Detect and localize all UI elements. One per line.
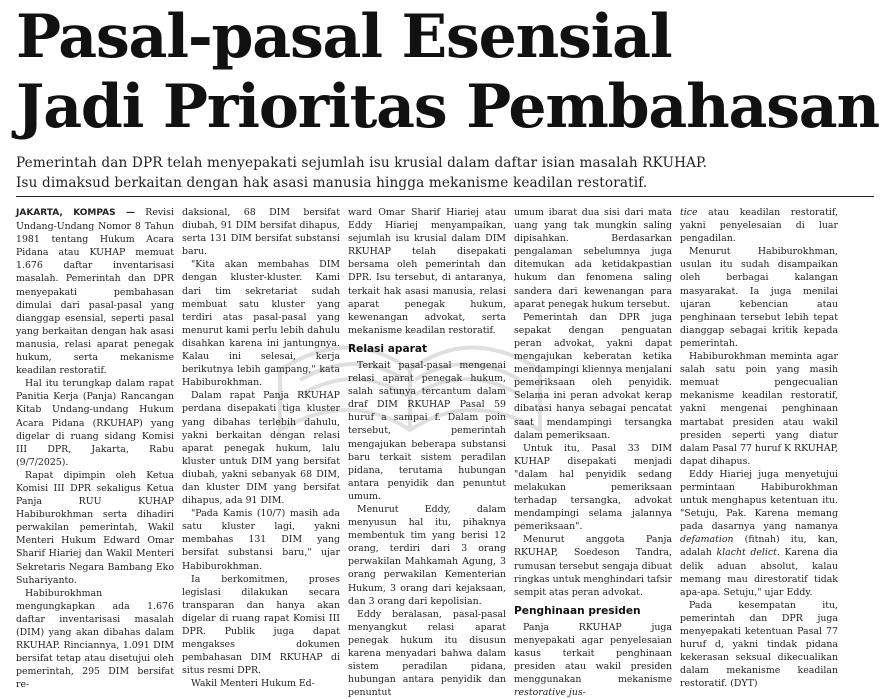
italic-term: tice: [680, 207, 698, 218]
lead-line-2: Isu dimaksud berkaitan dengan hak asasi manusia hingga mekanisme keadilan restoratif.: [16, 175, 648, 191]
paragraph: daksional, 68 DIM bersifat diubah, 91 DIM bersifat dihapus, serta 131 DIM bersifat substansi baru.: [182, 207, 340, 258]
headline-line-1: Pasal-pasal Esensial: [16, 2, 672, 72]
lead-line-1: Pemerintah dan DPR telah menyepakati sejumlah isu krusial dalam daftar isian masalah RKUHAP.: [16, 155, 708, 171]
paragraph: Habiburokhman mengungkapkan ada 1.676 daftar inventarisasi masalah (DIM) yang akan dibahas dalam RKUHAP. Rinciannya, 1.091 DIM bersifat tetap atau disetujui oleh pemerintah, 295 DIM bersifat re-: [16, 587, 174, 691]
paragraph: Ia berkomitmen, proses legislasi dilakukan secara transparan dan hanya akan digelar di ruang rapat Komisi III DPR. Publik juga dapat mengakses dokumen pembahasan DIM RKUHAP di situs resmi DPR.: [182, 573, 340, 677]
italic-term: defamation: [680, 534, 734, 546]
column-1: [16, 206, 174, 691]
paragraph: ward Omar Sharif Hiariej atau Eddy Hiariej menyampaikan, sejumlah isu krusial dalam DIM RKUHAP telah disepakati bersama oleh pemerintah dan DPR. Isu tersebut, di antaranya, terkait hak asasi manusia, relasi aparat penegak hukum, kewenangan advokat, serta mekanisme keadilan restoratif.: [348, 207, 506, 336]
paragraph: Rapat dipimpin oleh Ketua Komisi III DPR sekaligus Ketua Panja RUU KUHAP Habiburokhman serta dihadiri perwakilan pemerintah, Wakil Menteri Hukum Edward Omar Sharif Hiariej dan Wakil Menteri Sekretaris Negara Bambang Eko Suhariyanto.: [16, 469, 174, 586]
paragraph-text: atau keadilan restoratif, yakni penyelesaian di luar pengadilan.: [680, 207, 838, 245]
italic-term: restorative jus-: [514, 687, 586, 699]
paragraph: [680, 599, 838, 691]
paragraph: Terkait pasal-pasal mengenai relasi aparat penegak hukum, salah satunya tercantum dalam draf DIM RKUHAP Pasal 59 huruf a sampai f. Dalam poin tersebut, pemerintah mengajukan beberapa substansi baru terkait sistem peradilan pidana, terutama hubungan antara penyidik dan penuntut umum.: [348, 359, 506, 502]
paragraph-text: Pada kesempatan itu, pemerintah dan DPR juga menyepakati ketentuan Pasal 77 huruf d, yakni tindak pidana kekerasan seksual dikecualikan dalam mekanisme keadilan restoratif.: [680, 599, 838, 690]
paragraph: [680, 206, 838, 245]
paragraph-text: Eddy Hiariej juga menyetujui permintaan Habiburokhman untuk menghapus ketentuan itu. "Setuju, Pak. Karena memang pada dasarnya yang namanya: [680, 468, 838, 533]
article-headline: [16, 2, 879, 142]
paragraph: umum ibarat dua sisi dari mata uang yang tak mungkin saling dipisahkan. Berdasarkan pengalaman sebelumnya juga ditemukan ada ketidakpastian hukum dan fenomena saling sandera dari kewenangan para aparat penegak hukum tersebut.: [514, 207, 672, 310]
italic-term: klacht delict: [716, 547, 777, 559]
paragraph: "Pada Kamis (10/7) masih ada satu kluster lagi, yakni membahas 131 DIM yang bersifat substansi baru," ujar Habiburokhman.: [182, 508, 340, 572]
paragraph: Dalam rapat Panja RKUHAP perdana disepakati tiga kluster yang dibahas terlebih dahulu, yakni berkaitan dengan relasi aparat penegak hukum, lalu kluster untuk DIM yang bersifat diubah, yakni sebanyak 68 DIM, dan kluster DIM yang bersifat dihapus, ada 91 DIM.: [182, 390, 340, 507]
column-5: [680, 206, 839, 690]
article-lead: [16, 153, 876, 193]
paragraph: Untuk itu, Pasal 33 DIM KUHAP disepakati menjadi "dalam hal penyidik sedang melakukan pemeriksaan terhadap tersangka, advokat mendampingi selama jalannya pemeriksaan".: [514, 442, 672, 533]
subheading-relasi-aparat: Relasi aparat: [348, 342, 428, 355]
paragraph: Habiburokhman meminta agar salah satu poin yang masih memuat pengecualian mekanisme keadilan restoratif, yakni mengenai penghinaan martabat presiden atau wakil presiden seperti yang diatur dalam Pasal 77 huruf K RKUHAP, dapat dihapus.: [680, 351, 838, 467]
paragraph: [680, 468, 838, 599]
subheading-penghinaan-presiden: Penghinaan presiden: [514, 604, 641, 617]
paragraph: Menurut anggota Panja RKUHAP, Soedeson Tandra, rumusan tersebut sengaja dibuat ringkas untuk menghindari tafsir sempit atas peran advokat.: [514, 534, 672, 598]
paragraph: Wakil Menteri Hukum Ed-: [191, 678, 315, 690]
paragraph: Hal itu terungkap dalam rapat Panitia Kerja (Panja) Rancangan Kitab Undang-undang Hukum Acara Pidana (RKUHAP) yang digelar di ruang sidang Komisi III DPR, Jakarta, Rabu (9/7/2025).: [16, 378, 174, 468]
paragraph: Menurut Habiburokhman, usulan itu sudah disampaikan oleh berbagai kalangan masyarakat. Ia juga menilai ujaran kebencian atau penghinaan tersebut lebih tepat dianggap sebagai kritik kepada pemerintah.: [680, 246, 838, 349]
dateline: JAKARTA, KOMPAS —: [16, 208, 136, 218]
article-body: [16, 206, 874, 699]
column-3: [348, 206, 506, 699]
paragraph-text: Panja RKUHAP juga menyepakati agar penyelesaian kasus terkait penghinaan presiden atau wakil presiden menggunakan mekanisme: [514, 621, 672, 686]
paragraph: [514, 621, 672, 699]
byline: (DYT): [730, 678, 758, 690]
paragraph: Pemerintah dan DPR juga sepakat dengan penguatan peran advokat, yakni dapat mengajukan keberatan ketika mendampingi kliennya menjalani pemeriksaan oleh penyidik. Selama ini peran advokat kerap dibatasi hanya sebagai pencatat saat mendampingi tersangka dalam pemeriksaan.: [514, 311, 672, 441]
paragraph: "Kita akan membahas DIM dengan kluster-kluster. Kami dari tim sekretariat sudah membuat satu kluster yang terdiri atas pasal-pasal yang menurut kami perlu lebih dahulu disahkan karena ini jantungnya. Kalau ini selesai, kerja berikutnya lebih gampang," kata Habiburokhman.: [182, 259, 340, 389]
paragraph-text: Revisi Undang-Undang Nomor 8 Tahun 1981 tentang Hukum Acara Pidana atau KUHAP memuat 1.676 daftar inventarisasi masalah. Pemerintah dan DPR menyepakati pembahasan dimulai dari pasal-pasal yang dianggap esensial, seperti pasal yang berkaitan dengan hak asasi manusia, relasi aparat penegak hukum, serta mekanisme keadilan restoratif.: [16, 207, 174, 377]
headline-line-2: Jadi Prioritas Pembahasan: [16, 72, 879, 142]
lead-divider: [16, 196, 874, 197]
paragraph-text: . Karena dia delik aduan absolut, kalau memang mau direstoratif tidak apa-apa. Setuju," ujar Eddy.: [680, 547, 839, 598]
column-4: [514, 206, 672, 699]
paragraph: Eddy beralasan, pasal-pasal menyangkut relasi aparat penegak hukum itu disusun karena menyadari bahwa dalam sistem peradilan pidana, hubungan antara penyidik dan penuntut: [348, 608, 506, 699]
paragraph-text: (fitnah) itu, kan, adalah: [680, 534, 838, 559]
column-2: [182, 206, 340, 690]
paragraph: [16, 206, 174, 377]
paragraph: Menurut Eddy, dalam menyusun hal itu, pihaknya membentuk tim yang berisi 12 orang, terdiri dari 3 orang perwakilan Mahkamah Agung, 3 orang perwakilan Kementerian Hukum, 3 orang dari kejaksaan, dan 3 orang dari kepolisian.: [348, 503, 506, 607]
